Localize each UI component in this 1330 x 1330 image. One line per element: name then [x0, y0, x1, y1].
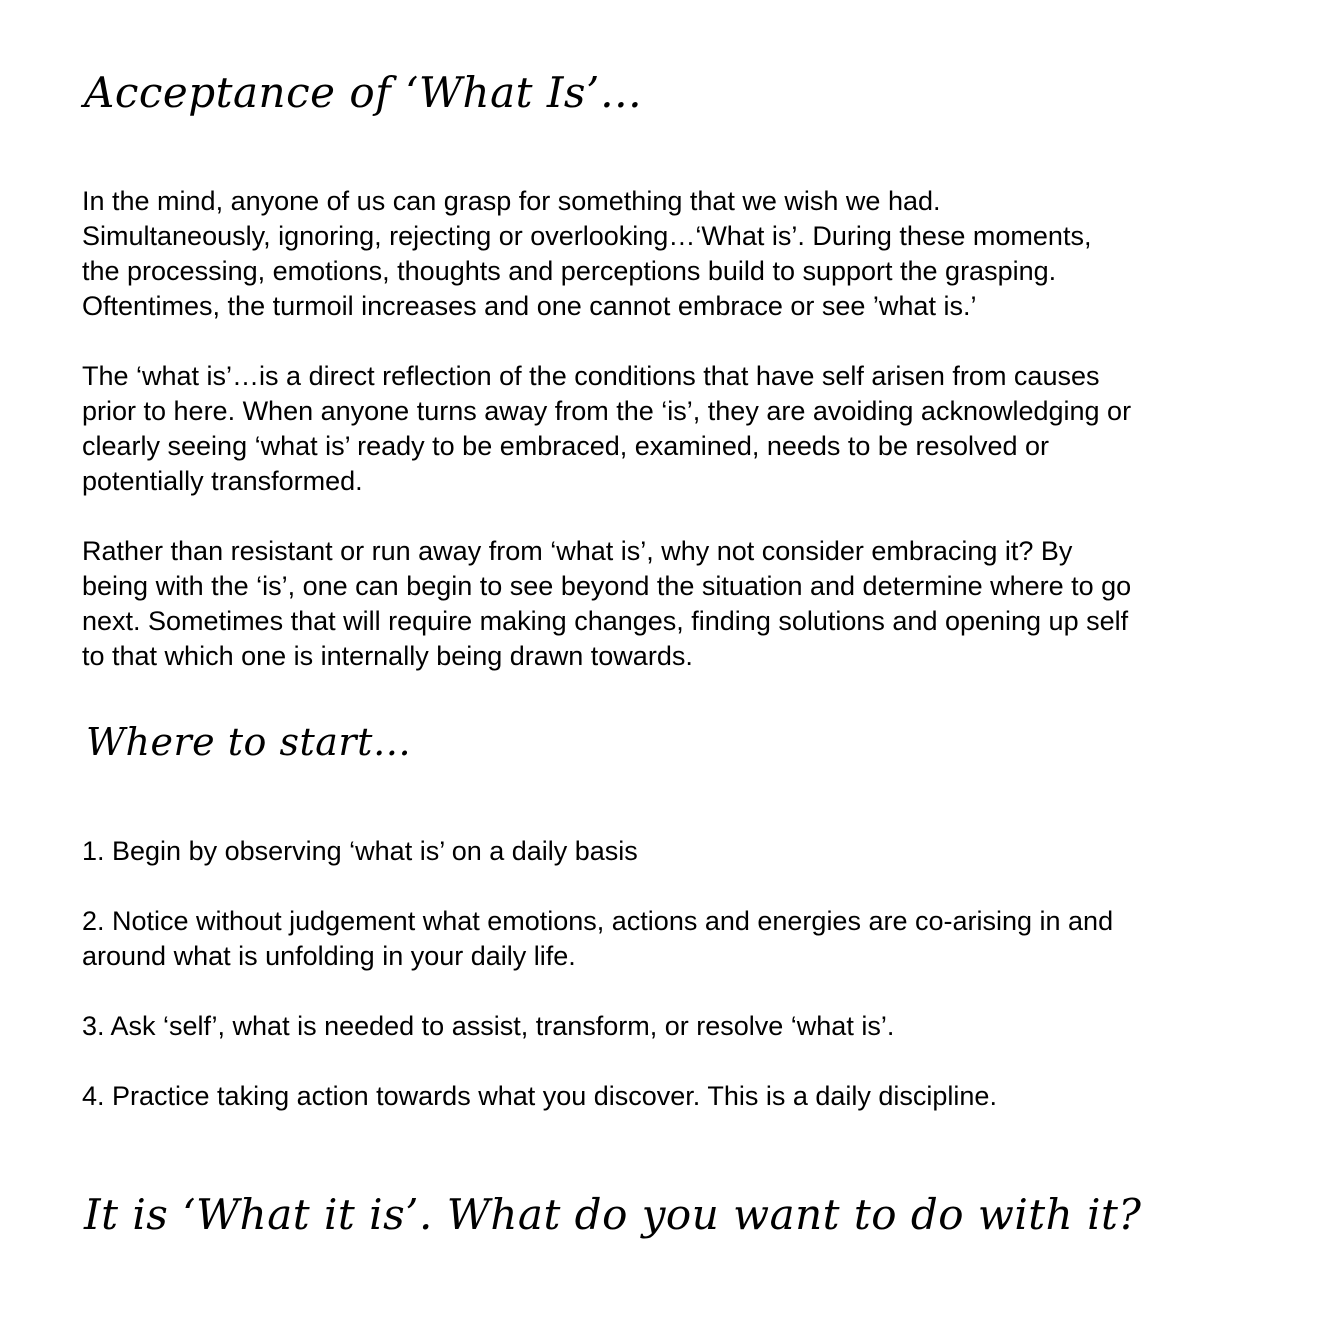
- embracing-paragraph: Rather than resistant or run away from ‘what is’, why not consider embracing it? By being with the ‘is’, one can begin to see beyond the situation and determine where to go next. Sometimes that will require making changes, finding solutions and opening up self to that which one is internally being drawn towards.: [82, 536, 1132, 671]
- intro-paragraph: In the mind, anyone of us can grasp for something that we wish we had. Simultaneously, ignoring, rejecting or overlooking…‘What is’. During these moments, the processing, emotions, thoughts and perceptions build to support the grasping. Oftentimes, the turmoil increases and one cannot embrace or see ’what is.’: [82, 186, 1092, 321]
- step-item-1: 1. Begin by observing ‘what is’ on a daily basis: [82, 836, 638, 866]
- what-is-paragraph: The ‘what is’…is a direct reflection of the conditions that have self arisen from causes prior to here. When anyone turns away from the ‘is’, they are avoiding acknowledging or clearly seeing ‘what is’ ready to be embraced, examined, needs to be resolved or potentially transformed.: [82, 361, 1132, 496]
- section-heading-where-to-start: Where to start…: [86, 720, 412, 764]
- page-title: Acceptance of ‘What Is’…: [84, 68, 643, 117]
- step-item-2: 2. Notice without judgement what emotions, actions and energies are co-arising in and around what is unfolding in your daily life.: [82, 906, 1114, 971]
- closing-question: It is ‘What it is’. What do you want to do with it?: [84, 1190, 1142, 1239]
- step-item-4: 4. Practice taking action towards what you discover. This is a daily discipline.: [82, 1081, 997, 1111]
- step-item-3: 3. Ask ‘self’, what is needed to assist, transform, or resolve ‘what is’.: [82, 1011, 895, 1041]
